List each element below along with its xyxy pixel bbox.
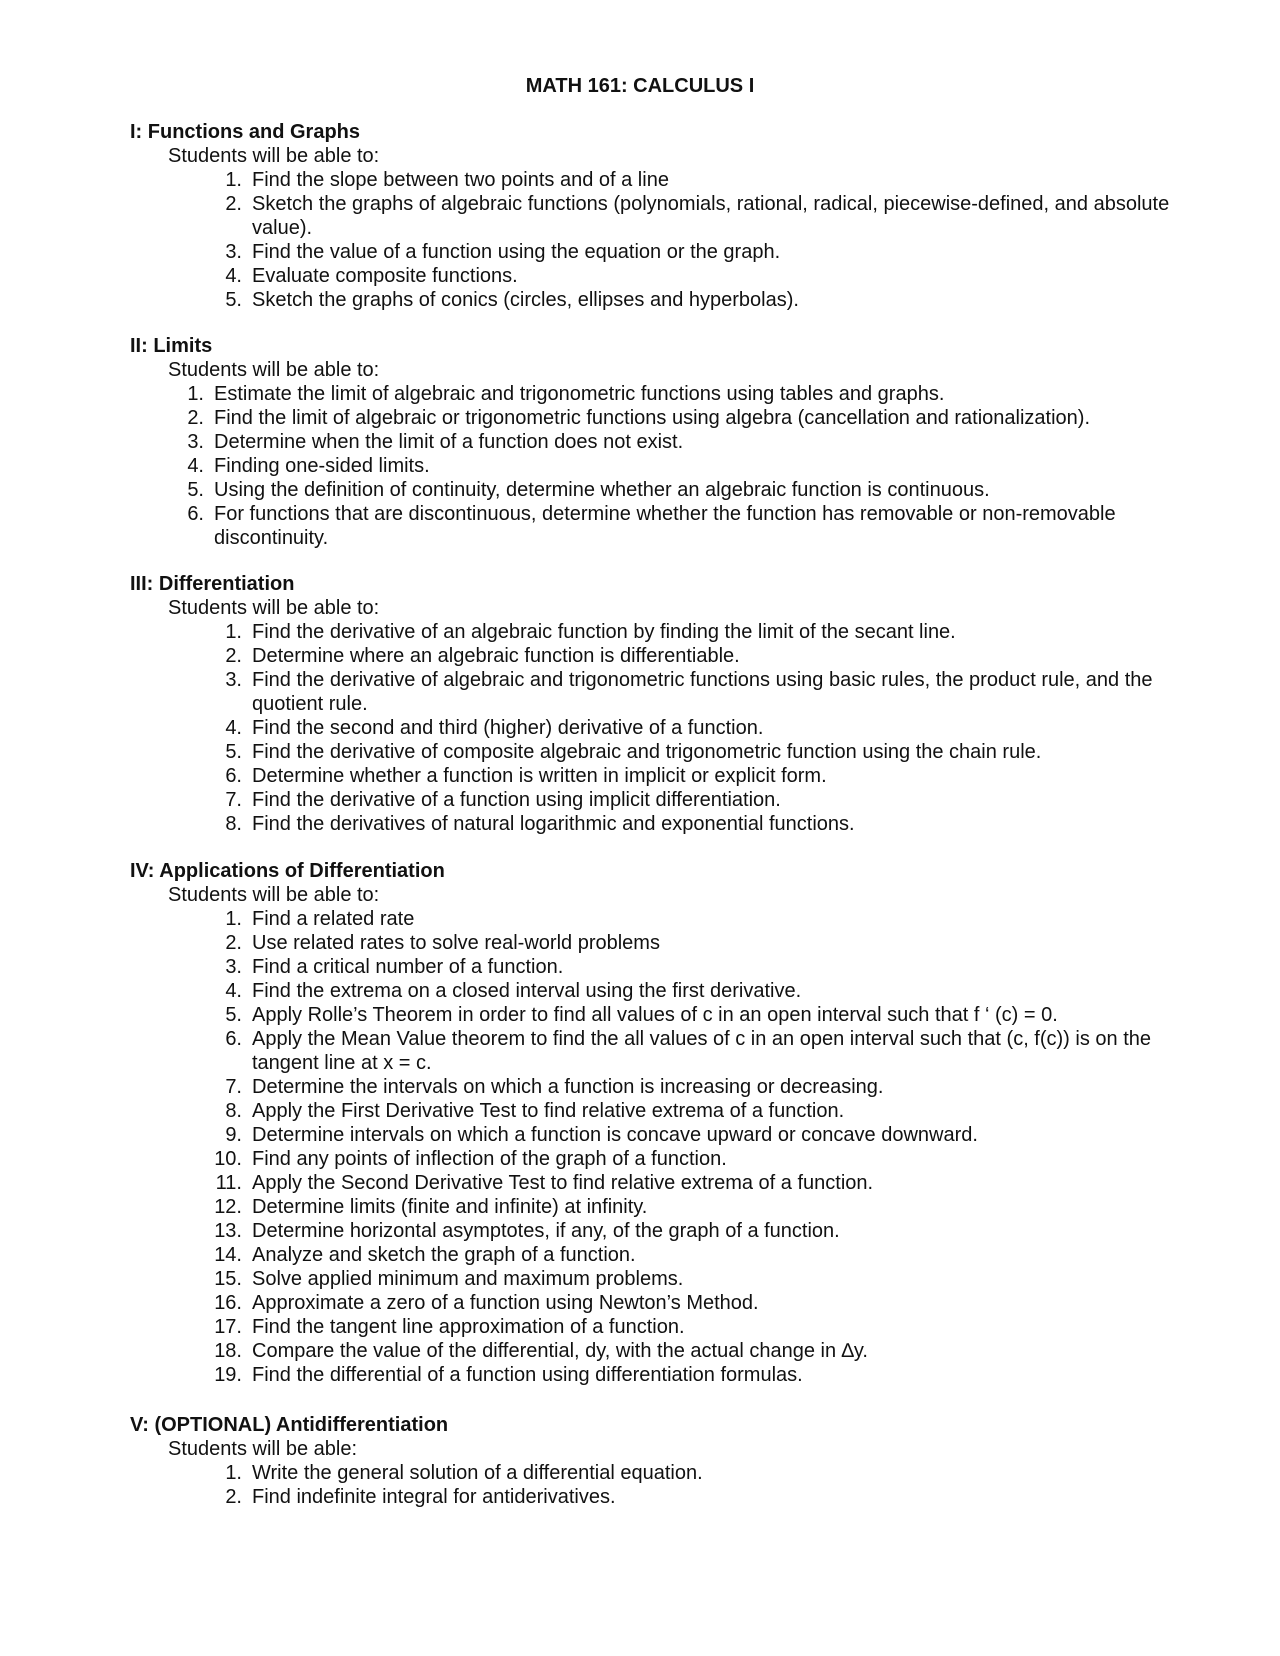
item-text: Approximate a zero of a function using Newton’s Method. [252, 1292, 759, 1314]
item-text: Find the derivative of an algebraic function by finding the limit of the secant line. [252, 621, 956, 643]
list-item [168, 264, 1210, 288]
item-text: Find the slope between two points and of a line [252, 169, 669, 191]
list-item [168, 406, 1210, 430]
item-text: Solve applied minimum and maximum problems. [252, 1268, 684, 1290]
list-item [168, 716, 1210, 740]
item-text: For functions that are discontinuous, determine whether the function has removable or non-removable discontinuity. [214, 503, 1116, 549]
list-item [168, 502, 1210, 550]
section-intro: Students will be able: [168, 1438, 358, 1460]
list-item [168, 192, 1210, 240]
item-text: Determine where an algebraic function is differentiable. [252, 645, 740, 667]
item-number: 1. [225, 621, 242, 643]
item-number: 18. [214, 1340, 242, 1362]
item-number: 8. [225, 1100, 242, 1122]
item-text: Apply the Mean Value theorem to find the all values of c in an open interval such that (c, f(c)) is on the tangent line at x = c. [252, 1028, 1152, 1074]
item-number: 16. [214, 1292, 242, 1314]
list-item [168, 668, 1210, 716]
list-item [168, 1243, 1210, 1267]
list-item [168, 1315, 1210, 1339]
section-heading: IV: Applications of Differentiation [130, 860, 445, 882]
list-item [168, 620, 1210, 644]
item-number: 5. [187, 479, 204, 501]
item-number: 4. [225, 717, 242, 739]
list-item [168, 1219, 1210, 1243]
item-number: 10. [214, 1148, 242, 1170]
item-number: 3. [187, 431, 204, 453]
item-text: Find indefinite integral for antiderivatives. [252, 1486, 616, 1508]
item-number: 17. [214, 1316, 242, 1338]
item-text: Write the general solution of a differential equation. [252, 1462, 703, 1484]
section-functions-and-graphs [130, 120, 1210, 312]
list-item [168, 955, 1210, 979]
section-intro: Students will be able to: [168, 884, 380, 906]
list-item [168, 1363, 1210, 1387]
item-text: Estimate the limit of algebraic and trigonometric functions using tables and graphs. [214, 383, 945, 405]
list-item [168, 478, 1210, 502]
item-number: 5. [225, 1004, 242, 1026]
list-item [168, 979, 1210, 1003]
item-text: Determine intervals on which a function is concave upward or concave downward. [252, 1124, 978, 1146]
section-differentiation [130, 572, 1210, 836]
list-item [168, 288, 1210, 312]
item-number: 12. [214, 1196, 242, 1218]
list-item [168, 168, 1210, 192]
list-item [168, 240, 1210, 264]
item-number: 2. [225, 193, 242, 215]
document-title: MATH 161: CALCULUS I [525, 75, 755, 97]
section-limits [130, 334, 1210, 550]
item-text: Find the derivative of a function using implicit differentiation. [252, 789, 781, 811]
item-text: Using the definition of continuity, determine whether an algebraic function is continuous. [214, 479, 990, 501]
item-text: Finding one-sided limits. [214, 455, 430, 477]
list-item [168, 382, 1210, 406]
objective-list [130, 620, 1210, 836]
item-text: Sketch the graphs of algebraic functions (polynomials, rational, radical, piecewise-defined, and absolute value). [252, 193, 1170, 239]
item-text: Evaluate composite functions. [252, 265, 518, 287]
section-antidifferentiation [130, 1413, 1210, 1509]
item-text: Determine horizontal asymptotes, if any, of the graph of a function. [252, 1220, 840, 1242]
item-text: Find the differential of a function using differentiation formulas. [252, 1364, 803, 1386]
item-text: Determine whether a function is written in implicit or explicit form. [252, 765, 827, 787]
section-heading: I: Functions and Graphs [130, 121, 361, 143]
item-number: 2. [225, 932, 242, 954]
item-text: Determine the intervals on which a function is increasing or decreasing. [252, 1076, 884, 1098]
item-text: Compare the value of the differential, dy, with the actual change in ∆y. [252, 1340, 868, 1362]
item-number: 3. [225, 669, 242, 691]
list-item [168, 430, 1210, 454]
list-item [168, 764, 1210, 788]
item-number: 7. [225, 789, 242, 811]
item-number: 11. [215, 1172, 242, 1194]
item-text: Find a critical number of a function. [252, 956, 564, 978]
list-item [168, 1075, 1210, 1099]
item-number: 4. [225, 265, 242, 287]
section-heading: V: (OPTIONAL) Antidifferentiation [130, 1414, 449, 1436]
item-text: Find the derivative of algebraic and trigonometric functions using basic rules, the product rule, and the quotient rule. [252, 669, 1153, 715]
item-number: 6. [187, 503, 204, 525]
item-number: 15. [214, 1268, 242, 1290]
list-item [168, 1291, 1210, 1315]
item-number: 2. [225, 1486, 242, 1508]
list-item [168, 1123, 1210, 1147]
item-number: 6. [225, 765, 242, 787]
item-number: 5. [225, 289, 242, 311]
item-number: 4. [225, 980, 242, 1002]
item-number: 7. [225, 1076, 242, 1098]
item-text: Sketch the graphs of conics (circles, ellipses and hyperbolas). [252, 289, 799, 311]
item-number: 8. [225, 813, 242, 835]
item-number: 2. [225, 645, 242, 667]
list-item [168, 1339, 1210, 1363]
item-number: 4. [187, 455, 204, 477]
item-text: Determine limits (finite and infinite) at infinity. [252, 1196, 648, 1218]
item-text: Find the value of a function using the equation or the graph. [252, 241, 781, 263]
item-number: 19. [214, 1364, 242, 1386]
list-item [168, 788, 1210, 812]
list-item [168, 907, 1210, 931]
objective-list [130, 168, 1210, 312]
list-item [168, 1003, 1210, 1027]
item-text: Determine when the limit of a function does not exist. [214, 431, 684, 453]
item-text: Find the second and third (higher) derivative of a function. [252, 717, 764, 739]
item-text: Find a related rate [252, 908, 415, 930]
objective-list [130, 382, 1210, 550]
item-number: 14. [214, 1244, 242, 1266]
objective-list [130, 1461, 1210, 1509]
item-text: Find any points of inflection of the graph of a function. [252, 1148, 727, 1170]
section-heading: III: Differentiation [130, 573, 295, 595]
item-number: 1. [225, 169, 242, 191]
item-number: 5. [225, 741, 242, 763]
item-number: 2. [187, 407, 204, 429]
item-text: Apply the Second Derivative Test to find relative extrema of a function. [252, 1172, 874, 1194]
section-intro: Students will be able to: [168, 597, 380, 619]
list-item [168, 1099, 1210, 1123]
item-number: 1. [225, 1462, 242, 1484]
item-number: 3. [225, 241, 242, 263]
item-number: 9. [225, 1124, 242, 1146]
objective-list [130, 907, 1210, 1387]
item-text: Apply the First Derivative Test to find relative extrema of a function. [252, 1100, 845, 1122]
item-text: Find the extrema on a closed interval using the first derivative. [252, 980, 802, 1002]
item-text: Apply Rolle’s Theorem in order to find all values of c in an open interval such that f ‘ (c) = 0. [252, 1004, 1058, 1026]
list-item [168, 644, 1210, 668]
list-item [168, 1461, 1210, 1485]
list-item [168, 1267, 1210, 1291]
item-number: 13. [214, 1220, 242, 1242]
list-item [168, 812, 1210, 836]
list-item [168, 1485, 1210, 1509]
item-number: 6. [225, 1028, 242, 1050]
item-text: Find the derivative of composite algebraic and trigonometric function using the chain rule. [252, 741, 1042, 763]
item-number: 1. [187, 383, 204, 405]
list-item [168, 454, 1210, 478]
list-item [168, 1027, 1210, 1075]
item-text: Analyze and sketch the graph of a function. [252, 1244, 636, 1266]
item-text: Find the derivatives of natural logarithmic and exponential functions. [252, 813, 855, 835]
section-heading: II: Limits [130, 335, 213, 357]
list-item [168, 931, 1210, 955]
list-item [168, 1171, 1210, 1195]
item-number: 3. [225, 956, 242, 978]
item-text: Find the tangent line approximation of a function. [252, 1316, 685, 1338]
list-item [168, 1147, 1210, 1171]
list-item [168, 1195, 1210, 1219]
section-intro: Students will be able to: [168, 359, 380, 381]
item-text: Find the limit of algebraic or trigonometric functions using algebra (cancellation and rationalization). [214, 407, 1091, 429]
section-intro: Students will be able to: [168, 145, 380, 167]
item-number: 1. [225, 908, 242, 930]
list-item [168, 740, 1210, 764]
section-applications-of-differentiation [130, 859, 1210, 1387]
item-text: Use related rates to solve real-world problems [252, 932, 660, 954]
